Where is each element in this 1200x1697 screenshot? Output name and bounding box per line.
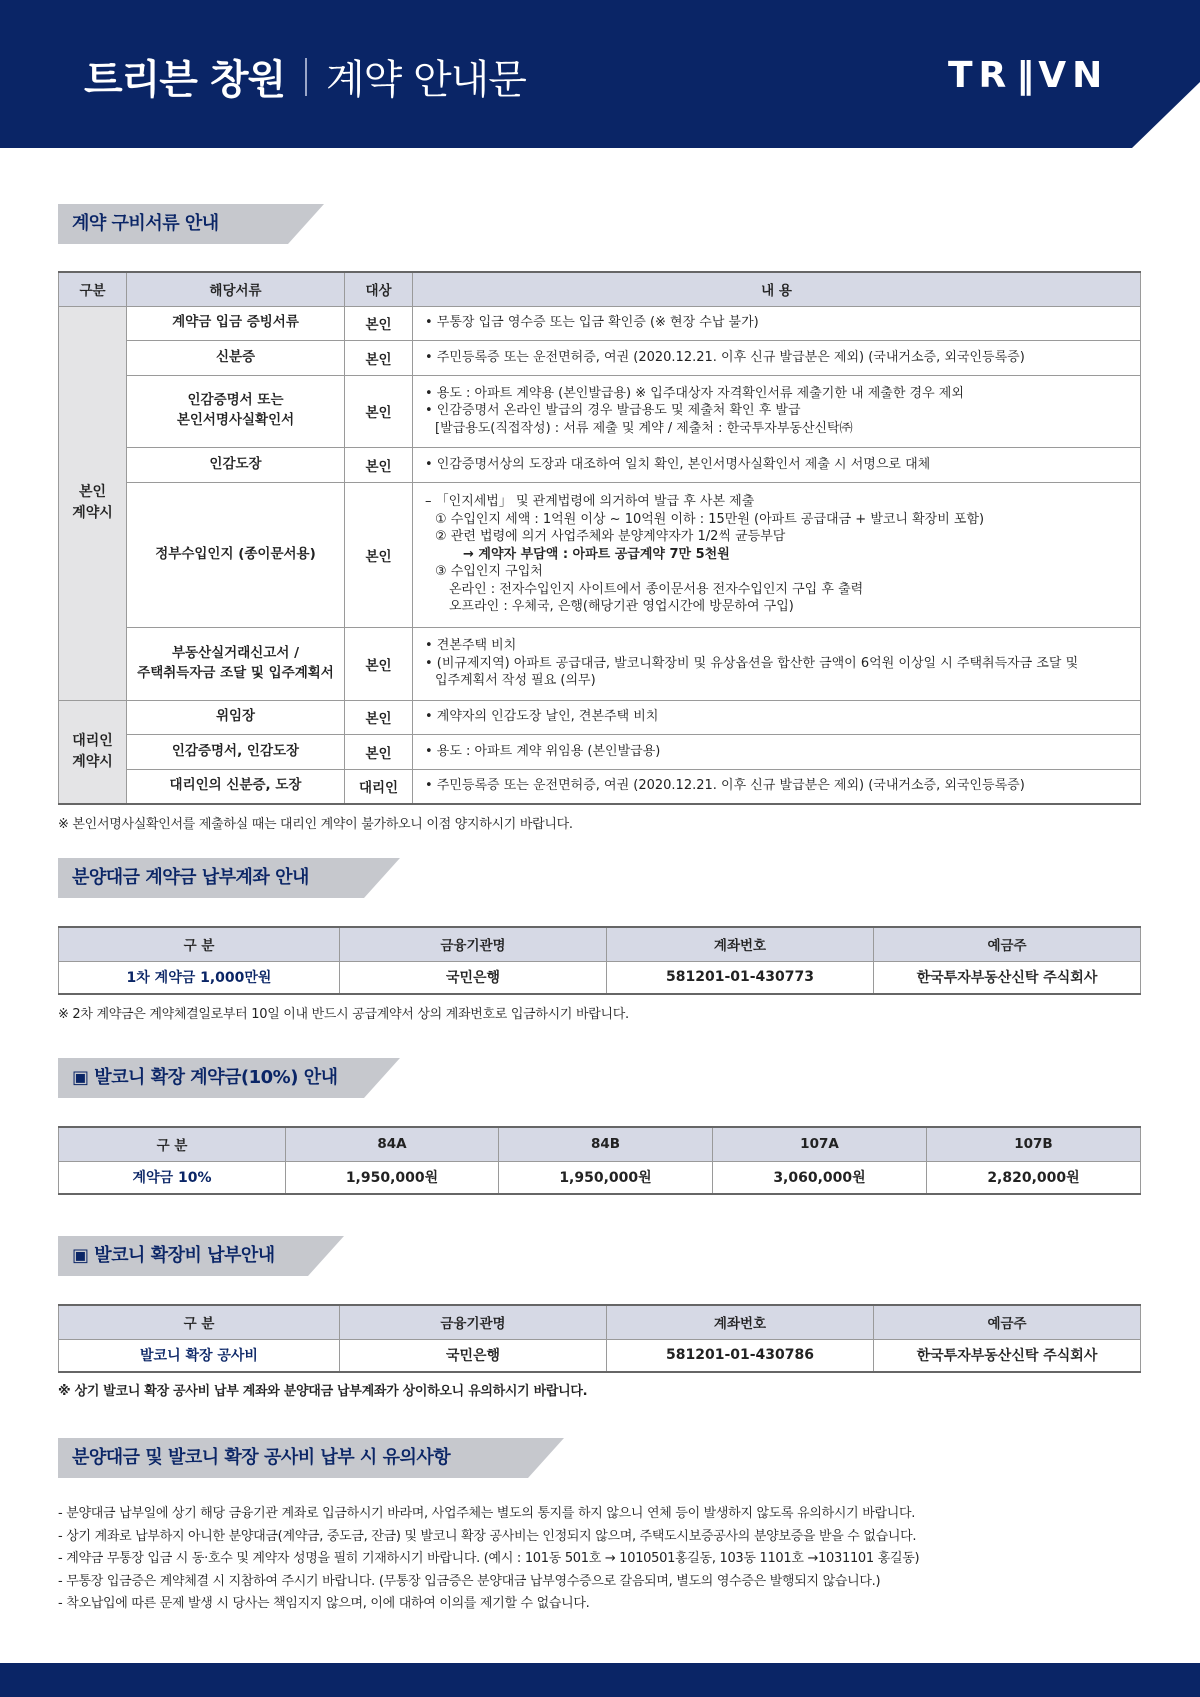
deposit-note: ※ 2차 계약금은 계약체결일로부터 10일 이내 반드시 공급계약서 상의 계좌번호로 입금하시기 바랍니다. xyxy=(58,1007,629,1022)
account-holder: 한국투자부동산신탁 주식회사 xyxy=(874,961,1141,994)
doc-name: 정부수입인지 (종이문서용) xyxy=(127,482,345,627)
doc-content: • 무통장 입금 영수증 또는 입금 확인증 (※ 현장 수납 불가) xyxy=(413,306,1141,340)
header-target: 대상 xyxy=(345,272,413,306)
header-category: 구 분 xyxy=(59,1127,286,1161)
bank-name: 국민은행 xyxy=(340,1339,607,1372)
section-title-balcony-payment: ▣ 발코니 확장비 납부안내 xyxy=(58,1236,308,1276)
title-divider xyxy=(305,58,307,96)
table-header-row xyxy=(59,1305,1141,1339)
doc-content: • 용도 : 아파트 계약 위임용 (본인발급용) xyxy=(413,734,1141,769)
header-category: 구 분 xyxy=(59,927,340,961)
amount-107b: 2,820,000원 xyxy=(927,1161,1141,1194)
table-header-row xyxy=(59,272,1141,306)
amount-84a: 1,950,000원 xyxy=(286,1161,499,1194)
doc-target: 본인 xyxy=(345,734,413,769)
balcony-deposit-table xyxy=(58,1126,1141,1195)
doc-content: • 인감증명서상의 도장과 대조하여 일치 확인, 본인서명사실확인서 제출 시 서명으로 대체 xyxy=(413,447,1141,482)
section-title-deposit-account: 분양대금 계약금 납부계좌 안내 xyxy=(58,858,364,898)
table-row xyxy=(59,700,1141,734)
bank-name: 국민은행 xyxy=(340,961,607,994)
category-agent-contract: 대리인 계약시 xyxy=(59,700,127,804)
doc-target: 본인 xyxy=(345,482,413,627)
table-row xyxy=(59,769,1141,804)
table-row xyxy=(59,734,1141,769)
doc-target: 본인 xyxy=(345,627,413,700)
list-item: - 무통장 입금증은 계약체결 시 지참하여 주시기 바랍니다. (무통장 입금증은 분양대금 납부영수증으로 갈음되며, 별도의 영수증은 발행되지 않습니다.) xyxy=(58,1573,881,1589)
doc-target: 본인 xyxy=(345,447,413,482)
section-title-payment-cautions: 분양대금 및 발코니 확장 공사비 납부 시 유의사항 xyxy=(58,1438,528,1478)
doc-name: 인감증명서, 인감도장 xyxy=(127,734,345,769)
doc-content: • 주민등록증 또는 운전면허증, 여권 (2020.12.21. 이후 신규 발급분은 제외) (국내거소증, 외국인등록증) xyxy=(413,340,1141,375)
header-content: 내 용 xyxy=(413,272,1141,306)
deposit-account-table xyxy=(58,926,1141,995)
header-account-number: 계좌번호 xyxy=(607,927,874,961)
table-row xyxy=(59,1339,1141,1372)
header-account-number: 계좌번호 xyxy=(607,1305,874,1339)
table-row xyxy=(59,375,1141,447)
doc-name: 계약금 입금 증빙서류 xyxy=(127,306,345,340)
deposit-rate: 계약금 10% xyxy=(59,1161,286,1194)
amount-84b: 1,950,000원 xyxy=(499,1161,713,1194)
documents-note: ※ 본인서명사실확인서를 제출하실 때는 대리인 계약이 불가하오니 이점 양지하시기 바랍니다. xyxy=(58,817,573,832)
doc-target: 본인 xyxy=(345,340,413,375)
doc-target: 대리인 xyxy=(345,769,413,804)
table-row xyxy=(59,627,1141,700)
section-title-balcony-deposit: ▣ 발코니 확장 계약금(10%) 안내 xyxy=(58,1058,364,1098)
header-type-84a: 84A xyxy=(286,1127,499,1161)
doc-content: • 용도 : 아파트 계약용 (본인발급용) ※ 입주대상자 자격확인서류 제출기한 내 제출한 경우 제외 • 인감증명서 온라인 발급의 경우 발급용도 및 제출처 확인 후 발급 [발급용도(직접작성) : 서류 제출 및 계약 / 제출처 : 한국투자부동산신탁㈜ xyxy=(413,375,1141,447)
doc-content: • 주민등록증 또는 운전면허증, 여권 (2020.12.21. 이후 신규 발급분은 제외) (국내거소증, 외국인등록증) xyxy=(413,769,1141,804)
page-subtitle: 계약 안내문 xyxy=(326,57,526,103)
list-item: - 착오납입에 따른 문제 발생 시 당사는 책임지지 않으며, 이에 대하여 이의를 제기할 수 없습니다. xyxy=(58,1596,590,1611)
table-row xyxy=(59,961,1141,994)
section-title-documents: 계약 구비서류 안내 xyxy=(58,204,288,244)
balcony-payment-note: ※ 상기 발코니 확장 공사비 납부 계좌와 분양대금 납부계좌가 상이하오니 유의하시기 바랍니다. xyxy=(58,1384,588,1399)
header-type-107b: 107B xyxy=(927,1127,1141,1161)
doc-name: 위임장 xyxy=(127,700,345,734)
doc-content: • 계약자의 인감도장 날인, 견본주택 비치 xyxy=(413,700,1141,734)
doc-name: 인감도장 xyxy=(127,447,345,482)
payment-item: 발코니 확장 공사비 xyxy=(59,1339,340,1372)
account-number: 581201-01-430786 xyxy=(607,1339,874,1372)
account-holder: 한국투자부동산신탁 주식회사 xyxy=(874,1339,1141,1372)
doc-target: 본인 xyxy=(345,375,413,447)
list-item: - 상기 계좌로 납부하지 아니한 분양대금(계약금, 중도금, 잔금) 및 발코니 확장 공사비는 인정되지 않으며, 주택도시보증공사의 분양보증을 받을 수 없습니다. xyxy=(58,1528,917,1544)
list-item: - 계약금 무통장 입금 시 동·호수 및 계약자 성명을 필히 기재하시기 바랍니다. (예시 : 101동 501호 → 1010501홍길동, 103동 1101호 →1031101 홍길동) xyxy=(58,1551,920,1566)
header-corner-cut xyxy=(1132,82,1200,148)
balcony-payment-table xyxy=(58,1304,1141,1373)
documents-table xyxy=(58,271,1141,805)
trivn-logo: TR ‖ VN xyxy=(948,55,1109,96)
list-item: - 분양대금 납부일에 상기 해당 금융기관 계좌로 입금하시기 바라며, 사업주체는 별도의 통지를 하지 않으니 연체 등이 발생하지 않도록 유의하시기 바랍니다. xyxy=(58,1506,916,1521)
amount-107a: 3,060,000원 xyxy=(713,1161,927,1194)
doc-name: 대리인의 신분증, 도장 xyxy=(127,769,345,804)
header-category: 구 분 xyxy=(59,1305,340,1339)
doc-name: 인감증명서 또는 본인서명사실확인서 xyxy=(127,375,345,447)
doc-name: 부동산실거래신고서 / 주택취득자금 조달 및 입주계획서 xyxy=(127,627,345,700)
header-type-84b: 84B xyxy=(499,1127,713,1161)
table-row xyxy=(59,482,1141,627)
doc-target: 본인 xyxy=(345,306,413,340)
header-account-holder: 예금주 xyxy=(874,927,1141,961)
payment-item: 1차 계약금 1,000만원 xyxy=(59,961,340,994)
payment-cautions-list xyxy=(58,1503,1148,1616)
header-document: 해당서류 xyxy=(127,272,345,306)
header-banner xyxy=(0,0,1200,148)
header-bank: 금융기관명 xyxy=(340,927,607,961)
header-account-holder: 예금주 xyxy=(874,1305,1141,1339)
table-row xyxy=(59,306,1141,340)
header-category: 구분 xyxy=(59,272,127,306)
table-row xyxy=(59,447,1141,482)
page-title: 트리븐 창원 xyxy=(84,57,286,103)
doc-content: • 견본주택 비치 • (비규제지역) 아파트 공급대금, 발코니확장비 및 유상옵션을 합산한 금액이 6억원 이상일 시 주택취득자금 조달 및 입주계획서 작성 필요 (의무) xyxy=(413,627,1141,700)
doc-content: – 「인지세법」 및 관계법령에 의거하여 발급 후 사본 제출 ① 수입인지 세액 : 1억원 이상 ~ 10억원 이하 : 15만원 (아파트 공급대금 + 발코니 확장비 포함) ② 관련 법령에 의거 사업주체와 분양계약자가 1/2씩 균등부담 → 계약자 부담액 : 아파트 공급계약 7만 5천원 ③ 수입인지 구입처 온라인 : 전자수입인지 사이트에서 종이문서용 전자수입인지 구입 후 출력 오프라인 : 우체국, 은행(해당기관 영업시간에 방문하여 구입) xyxy=(413,482,1141,627)
doc-name: 신분증 xyxy=(127,340,345,375)
table-header-row xyxy=(59,927,1141,961)
table-header-row xyxy=(59,1127,1141,1161)
header-type-107a: 107A xyxy=(713,1127,927,1161)
doc-target: 본인 xyxy=(345,700,413,734)
header-bank: 금융기관명 xyxy=(340,1305,607,1339)
table-row xyxy=(59,1161,1141,1194)
table-row xyxy=(59,340,1141,375)
account-number: 581201-01-430773 xyxy=(607,961,874,994)
category-self-contract: 본인 계약시 xyxy=(59,306,127,700)
footer-bar xyxy=(0,1663,1200,1697)
